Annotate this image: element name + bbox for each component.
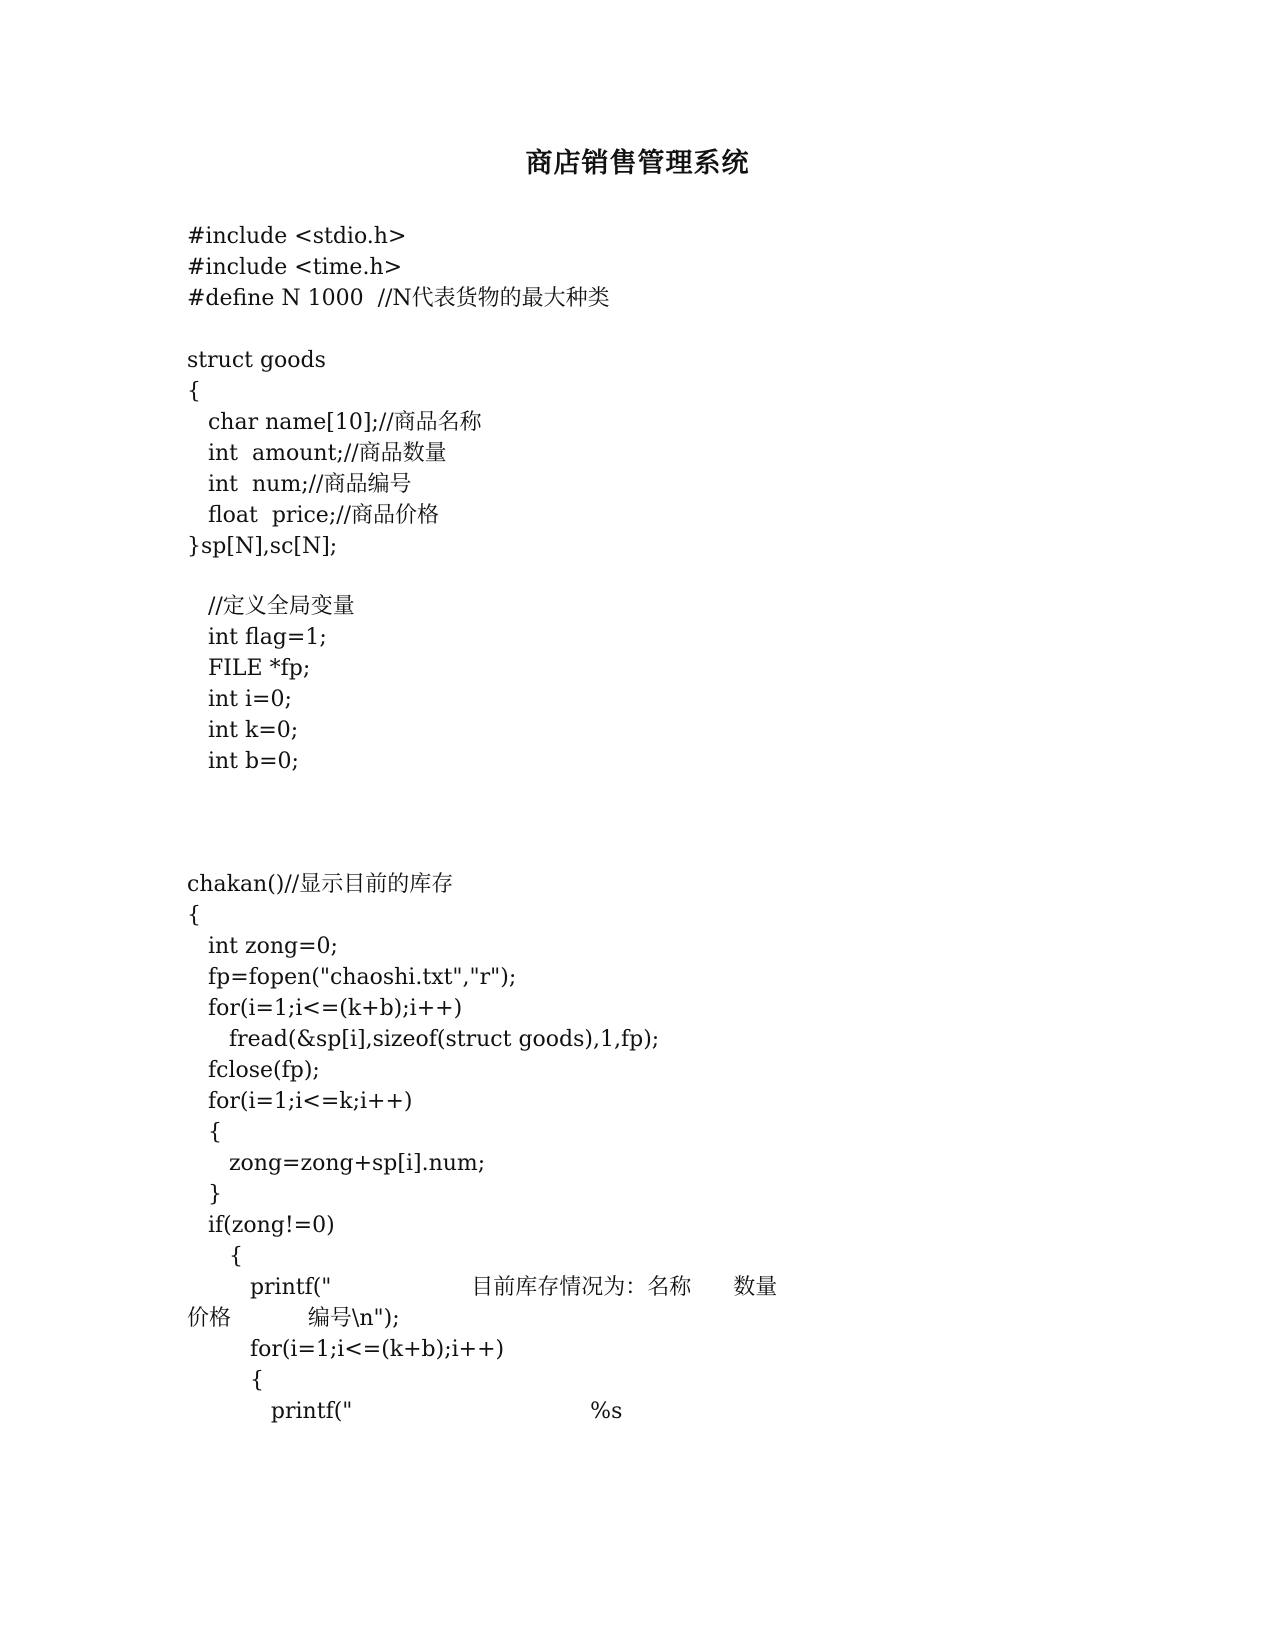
code-line: int b=0; [187,749,299,774]
code-line: int num;//商品编号 [187,472,412,497]
code-line: { [187,1244,243,1269]
code-line: printf(" %s [187,1399,623,1424]
code-line: { [187,903,201,928]
code-line: if(zong!=0) [187,1213,335,1238]
code-line: struct goods [187,348,326,373]
code-line: int k=0; [187,718,299,743]
code-line: #include <stdio.h> [187,224,407,249]
code-line: int zong=0; [187,934,338,959]
code-line: }sp[N],sc[N]; [187,534,338,559]
code-line: for(i=1;i<=(k+b);i++) [187,996,463,1021]
code-line: zong=zong+sp[i].num; [187,1151,486,1176]
code-line: int i=0; [187,687,292,712]
code-line: { [187,1120,222,1145]
code-line: 价格 编号\n"); [187,1306,400,1331]
code-line: //定义全局变量 [187,594,355,619]
code-line: { [187,379,201,404]
code-line: fclose(fp); [187,1058,320,1083]
code-line: fp=fopen("chaoshi.txt","r"); [187,965,517,990]
code-line: { [187,1368,264,1393]
code-line: int amount;//商品数量 [187,441,447,466]
code-line: for(i=1;i<=k;i++) [187,1089,413,1114]
code-line: printf(" 目前库存情况为：名称 数量 [187,1275,778,1300]
code-line: fread(&sp[i],sizeof(struct goods),1,fp); [187,1027,660,1052]
code-line: float price;//商品价格 [187,503,440,528]
code-line: } [187,1182,222,1207]
code-line: chakan()//显示目前的库存 [187,872,454,897]
code-line: #include <time.h> [187,255,403,280]
code-line: int flag=1; [187,625,327,650]
code-line: char name[10];//商品名称 [187,410,482,435]
code-line: for(i=1;i<=(k+b);i++) [187,1337,505,1362]
document-title: 商店销售管理系统 [525,148,750,179]
code-line: #define N 1000 //N代表货物的最大种类 [187,286,610,311]
code-line: FILE *fp; [187,656,311,681]
